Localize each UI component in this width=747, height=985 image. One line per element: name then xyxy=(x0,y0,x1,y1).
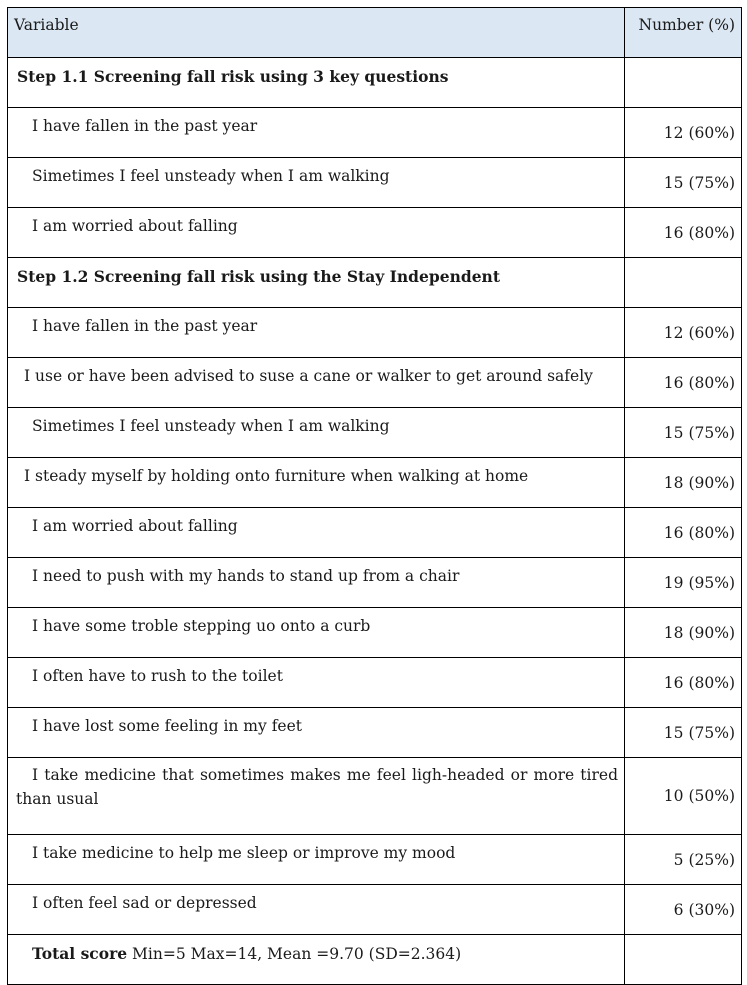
row-label: I have some troble stepping uo onto a curb xyxy=(8,608,625,658)
header-number: Number (%) xyxy=(625,8,742,58)
row-value: 6 (30%) xyxy=(625,885,742,935)
row-label: I have lost some feeling in my feet xyxy=(8,708,625,758)
row-value: 15 (75%) xyxy=(625,708,742,758)
total-score-label: Total score xyxy=(32,944,128,963)
total-score-cell xyxy=(8,935,625,985)
row-label: Step 1.2 Screening fall risk using the Stay Independent xyxy=(8,258,625,308)
row-label: Simetimes I feel unsteady when I am walking xyxy=(8,158,625,208)
results-table xyxy=(7,7,742,985)
row-label: I have fallen in the past year xyxy=(8,108,625,158)
table-header-row xyxy=(8,8,742,58)
table-row xyxy=(8,508,742,558)
table-row xyxy=(8,408,742,458)
row-value: 15 (75%) xyxy=(625,158,742,208)
row-label: I need to push with my hands to stand up from a chair xyxy=(8,558,625,608)
row-label: I take medicine that sometimes makes me feel ligh-headed or more tired than usual xyxy=(8,758,625,835)
row-value: 18 (90%) xyxy=(625,608,742,658)
row-value: 15 (75%) xyxy=(625,408,742,458)
row-value: 19 (95%) xyxy=(625,558,742,608)
section-row xyxy=(8,58,742,108)
row-label: I am worried about falling xyxy=(8,208,625,258)
total-row xyxy=(8,935,742,985)
row-label: I take medicine to help me sleep or improve my mood xyxy=(8,835,625,885)
table-row xyxy=(8,108,742,158)
table-row xyxy=(8,208,742,258)
table-row xyxy=(8,558,742,608)
total-value xyxy=(625,935,742,985)
row-value: 5 (25%) xyxy=(625,835,742,885)
table-row xyxy=(8,458,742,508)
table-row xyxy=(8,708,742,758)
table-row xyxy=(8,608,742,658)
row-value: 16 (80%) xyxy=(625,358,742,408)
row-value: 18 (90%) xyxy=(625,458,742,508)
row-label: I use or have been advised to suse a cane or walker to get around safely xyxy=(8,358,625,408)
row-label: I often have to rush to the toilet xyxy=(8,658,625,708)
table-row xyxy=(8,658,742,708)
row-value xyxy=(625,58,742,108)
row-value: 12 (60%) xyxy=(625,308,742,358)
table-row xyxy=(8,308,742,358)
table-row xyxy=(8,358,742,408)
row-label: Simetimes I feel unsteady when I am walking xyxy=(8,408,625,458)
row-value xyxy=(625,258,742,308)
row-label: I have fallen in the past year xyxy=(8,308,625,358)
row-value: 12 (60%) xyxy=(625,108,742,158)
row-label: I steady myself by holding onto furniture when walking at home xyxy=(8,458,625,508)
table-row xyxy=(8,158,742,208)
table-row xyxy=(8,835,742,885)
row-label: Step 1.1 Screening fall risk using 3 key questions xyxy=(8,58,625,108)
table-row xyxy=(8,758,742,835)
row-value: 16 (80%) xyxy=(625,508,742,558)
row-value: 16 (80%) xyxy=(625,658,742,708)
header-variable: Variable xyxy=(8,8,625,58)
row-value: 10 (50%) xyxy=(625,758,742,835)
total-score-text: Min=5 Max=14, Mean =9.70 (SD=2.364) xyxy=(127,945,462,963)
table-row xyxy=(8,885,742,935)
section-row xyxy=(8,258,742,308)
row-label: I often feel sad or depressed xyxy=(8,885,625,935)
row-value: 16 (80%) xyxy=(625,208,742,258)
row-label: I am worried about falling xyxy=(8,508,625,558)
